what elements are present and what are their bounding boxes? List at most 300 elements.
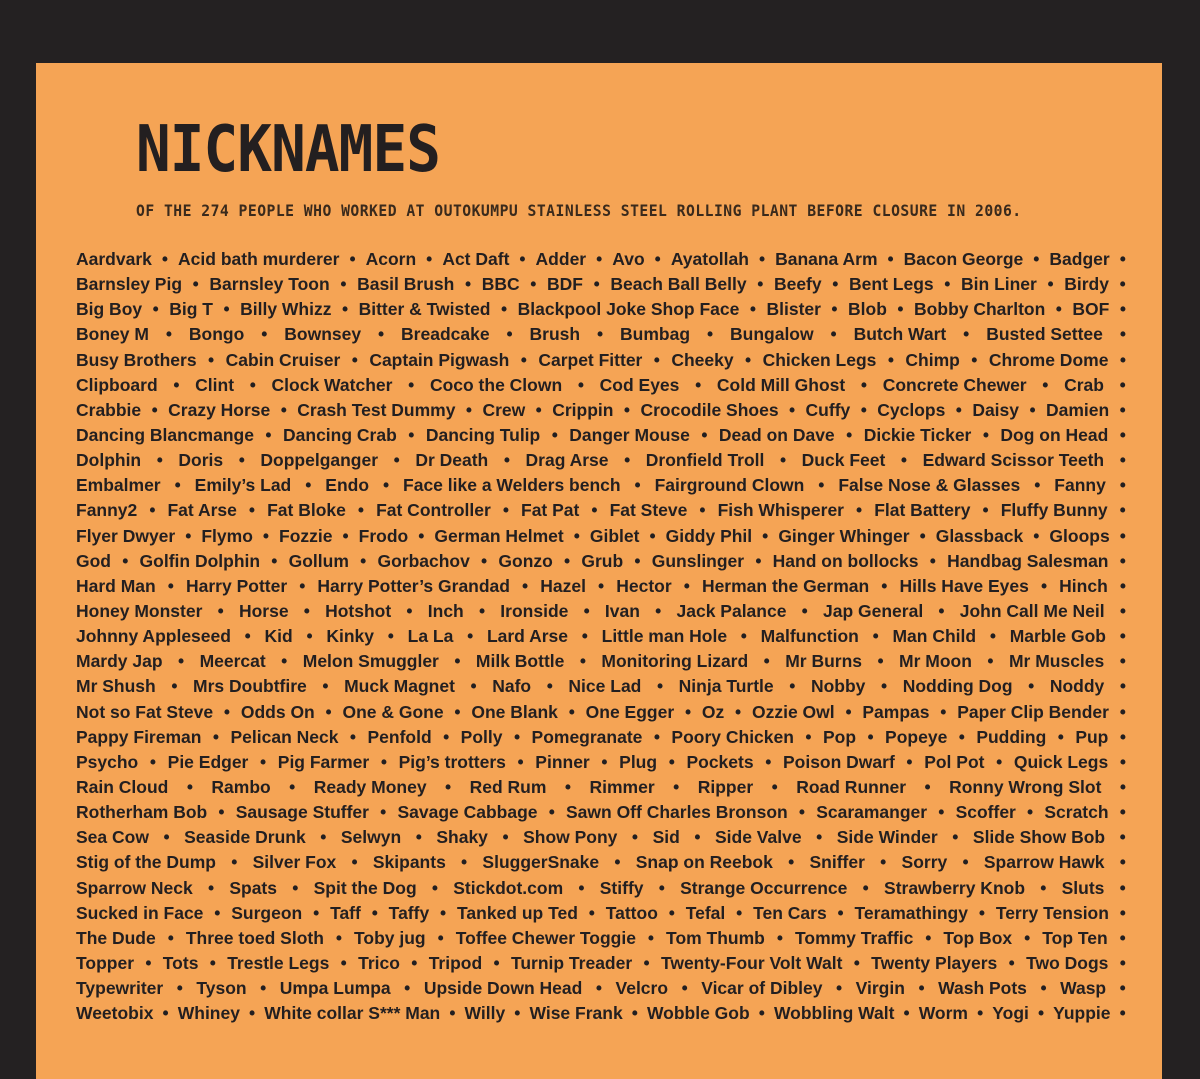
- separator-dot: •: [1033, 525, 1040, 546]
- separator-dot: •: [577, 374, 584, 395]
- separator-dot: •: [762, 525, 769, 546]
- nickname: Dancing Blancmange: [76, 424, 254, 445]
- separator-dot: •: [244, 626, 251, 647]
- nickname: Paper Clip Bender: [957, 701, 1109, 722]
- separator-dot: •: [564, 776, 572, 797]
- nickname: Pockets: [686, 751, 754, 772]
- separator-dot: •: [929, 550, 936, 571]
- separator-dot: •: [371, 902, 378, 923]
- nickname: Tripod: [428, 952, 483, 973]
- nickname: Coco the Clown: [429, 374, 563, 395]
- nickname: Spit the Dog: [313, 877, 417, 898]
- separator-dot: •: [749, 299, 756, 320]
- nickname-row: [76, 700, 1126, 725]
- separator-dot: •: [214, 902, 221, 923]
- separator-dot: •: [360, 550, 367, 571]
- nickname: Stig of the Dump: [76, 852, 216, 873]
- separator-dot: •: [1119, 751, 1126, 772]
- separator-dot: •: [351, 349, 358, 370]
- nickname: Cold Mill Ghost: [716, 374, 846, 395]
- nickname: Crabbie: [76, 399, 142, 420]
- nickname: Pol Pot: [924, 751, 985, 772]
- separator-dot: •: [919, 525, 926, 546]
- nickname: Kinky: [326, 626, 375, 647]
- separator-dot: •: [260, 751, 267, 772]
- separator-dot: •: [588, 902, 595, 923]
- separator-dot: •: [335, 927, 343, 948]
- separator-dot: •: [701, 424, 708, 445]
- separator-dot: •: [1119, 877, 1126, 898]
- nickname: Big Boy: [76, 299, 143, 320]
- nickname: Mardy Jap: [76, 651, 163, 672]
- nickname: Sid: [652, 827, 680, 848]
- separator-dot: •: [520, 349, 527, 370]
- separator-dot: •: [186, 776, 193, 797]
- separator-dot: •: [1119, 424, 1126, 445]
- nickname-row: [76, 951, 1126, 976]
- separator-dot: •: [683, 575, 690, 596]
- nickname: Red Rum: [469, 776, 547, 797]
- nickname: Mr Muscles: [1008, 651, 1105, 672]
- nickname: Clipboard: [76, 374, 158, 395]
- nickname: Teramathingy: [854, 902, 968, 923]
- separator-dot: •: [223, 701, 231, 722]
- nickname: The Dude: [76, 927, 156, 948]
- separator-dot: •: [519, 249, 526, 269]
- separator-dot: •: [788, 852, 795, 873]
- separator-dot: •: [342, 525, 349, 546]
- nickname: Whiney: [177, 1003, 240, 1024]
- nickname: Ivan: [604, 600, 640, 621]
- nickname: Wash Pots: [938, 978, 1027, 999]
- nickname: Billy Whizz: [240, 299, 332, 320]
- separator-dot: •: [581, 626, 588, 647]
- nickname: Slide Show Bob: [972, 827, 1106, 848]
- nickname: Rotherham Bob: [76, 802, 208, 823]
- separator-dot: •: [1119, 927, 1126, 948]
- separator-dot: •: [1119, 550, 1126, 571]
- nickname: Handbag Salesman: [947, 550, 1109, 571]
- separator-dot: •: [573, 525, 580, 546]
- nickname-row: [76, 825, 1126, 850]
- nickname: Pop: [822, 726, 857, 747]
- nickname: Chrome Dome: [988, 349, 1109, 370]
- nickname: Crab: [1064, 374, 1104, 395]
- separator-dot: •: [380, 802, 387, 823]
- separator-dot: •: [758, 249, 766, 269]
- separator-dot: •: [977, 1003, 984, 1024]
- nickname: Barnsley Pig: [76, 274, 183, 295]
- nickname: One Egger: [585, 701, 675, 722]
- separator-dot: •: [212, 726, 220, 747]
- nickname: Dronfield Troll: [645, 450, 765, 471]
- separator-dot: •: [940, 701, 947, 722]
- nickname: Fat Controller: [376, 500, 491, 521]
- nickname: Mr Shush: [76, 676, 156, 697]
- nickname: Not so Fat Steve: [76, 701, 214, 722]
- nickname: Bin Liner: [961, 274, 1037, 295]
- nickname: Scaramanger: [816, 802, 928, 823]
- nickname: Dog on Head: [1000, 424, 1109, 445]
- nickname: Tyson: [196, 978, 247, 999]
- separator-dot: •: [478, 600, 486, 621]
- nickname: Psycho: [76, 751, 139, 772]
- nickname: Boney M: [76, 324, 149, 345]
- nickname: Basil Brush: [357, 274, 455, 295]
- nickname: Cheeky: [671, 349, 734, 370]
- nickname: Inch: [427, 600, 464, 621]
- nickname-row: [76, 373, 1126, 398]
- nickname: Silver Fox: [252, 852, 337, 873]
- separator-dot: •: [351, 852, 358, 873]
- nickname: Embalmer: [76, 475, 161, 496]
- separator-dot: •: [798, 802, 806, 823]
- nickname: Glassback: [935, 525, 1024, 546]
- nickname: Blister: [766, 299, 821, 320]
- nickname: Clock Watcher: [271, 374, 393, 395]
- separator-dot: •: [208, 349, 215, 370]
- nickname: Fluffy Bunny: [1000, 500, 1108, 521]
- nickname: Honey Monster: [76, 600, 203, 621]
- nickname: Birdy: [1064, 274, 1109, 295]
- separator-dot: •: [173, 374, 180, 395]
- separator-dot: •: [1027, 802, 1034, 823]
- nickname: Nobby: [810, 676, 866, 697]
- nickname: One & Gone: [342, 701, 444, 722]
- separator-dot: •: [218, 802, 225, 823]
- nickname: Beach Ball Belly: [610, 274, 747, 295]
- separator-dot: •: [735, 701, 742, 722]
- separator-dot: •: [963, 324, 970, 345]
- separator-dot: •: [598, 575, 605, 596]
- separator-dot: •: [860, 374, 868, 395]
- nickname-row: [76, 247, 1126, 272]
- nickname: Pinner: [535, 751, 590, 772]
- separator-dot: •: [1119, 802, 1126, 823]
- nickname: Muck Magnet: [344, 676, 455, 697]
- separator-dot: •: [163, 827, 170, 848]
- separator-dot: •: [517, 751, 524, 772]
- separator-dot: •: [313, 902, 320, 923]
- nickname-row: [76, 800, 1126, 825]
- nickname: Umpa Lumpa: [279, 978, 391, 999]
- nickname: Bacon George: [903, 249, 1024, 269]
- separator-dot: •: [299, 575, 306, 596]
- nickname: Dickie Ticker: [863, 424, 972, 445]
- separator-dot: •: [1119, 701, 1126, 722]
- nickname: Fairground Clown: [654, 475, 805, 496]
- separator-dot: •: [271, 550, 278, 571]
- separator-dot: •: [209, 952, 216, 973]
- nickname: Gunslinger: [651, 550, 745, 571]
- nickname: Selwyn: [340, 827, 402, 848]
- separator-dot: •: [449, 1003, 456, 1024]
- separator-dot: •: [1119, 575, 1126, 596]
- nickname: Banana Arm: [775, 249, 878, 269]
- nickname-row: [76, 926, 1126, 951]
- separator-dot: •: [464, 274, 472, 295]
- separator-dot: •: [408, 424, 415, 445]
- separator-dot: •: [1119, 978, 1126, 999]
- separator-dot: •: [681, 978, 688, 999]
- nickname: Edward Scissor Teeth: [922, 450, 1105, 471]
- separator-dot: •: [445, 776, 452, 797]
- nickname: Harry Potter: [186, 575, 288, 596]
- nickname: Acorn: [365, 249, 417, 269]
- separator-dot: •: [658, 877, 665, 898]
- separator-dot: •: [655, 600, 662, 621]
- separator-dot: •: [944, 274, 951, 295]
- separator-dot: •: [853, 952, 860, 973]
- separator-dot: •: [461, 852, 468, 873]
- nickname: Gorbachov: [377, 550, 470, 571]
- nickname-row: [76, 876, 1126, 901]
- nickname: Turnip Treader: [510, 952, 633, 973]
- separator-dot: •: [305, 475, 312, 496]
- nickname-row: [76, 322, 1126, 347]
- nickname: Bumbag: [620, 324, 691, 345]
- separator-dot: •: [623, 399, 631, 420]
- separator-dot: •: [836, 978, 843, 999]
- separator-dot: •: [1119, 475, 1126, 496]
- nickname: Topper: [76, 952, 135, 973]
- nickname: Ninja Turtle: [678, 676, 774, 697]
- nickname: Fish Whisperer: [717, 500, 844, 521]
- nickname: Flyer Dwyer: [76, 525, 176, 546]
- nickname: Doppelganger: [260, 450, 379, 471]
- nickname: Cyclops: [877, 399, 946, 420]
- separator-dot: •: [357, 500, 365, 521]
- nickname: Duck Feet: [801, 450, 886, 471]
- nickname: Pampas: [862, 701, 930, 722]
- separator-dot: •: [387, 626, 394, 647]
- nickname: Stickdot.com: [453, 877, 564, 898]
- nickname-row: [76, 750, 1126, 775]
- nickname-row: [76, 624, 1126, 649]
- nickname: Strange Occurrence: [680, 877, 848, 898]
- separator-dot: •: [431, 877, 439, 898]
- nickname-row: [76, 649, 1126, 674]
- nickname: Fat Arse: [167, 500, 237, 521]
- nickname: Pie Edger: [167, 751, 249, 772]
- nickname: Hinch: [1059, 575, 1108, 596]
- separator-dot: •: [1119, 525, 1126, 546]
- nickname-row: [76, 976, 1126, 1001]
- separator-dot: •: [1119, 651, 1126, 672]
- nickname: Bobby Charlton: [914, 299, 1046, 320]
- nickname: Barnsley Toon: [209, 274, 330, 295]
- nickname: Pup: [1075, 726, 1109, 747]
- nickname: Ginger Whinger: [778, 525, 910, 546]
- separator-dot: •: [597, 324, 604, 345]
- nickname-row: [76, 1001, 1126, 1026]
- nickname: Johnny Appleseed: [76, 626, 231, 647]
- separator-dot: •: [207, 877, 215, 898]
- separator-dot: •: [145, 952, 152, 973]
- separator-dot: •: [1028, 676, 1035, 697]
- separator-dot: •: [1034, 475, 1041, 496]
- nickname: Herman the German: [701, 575, 870, 596]
- separator-dot: •: [248, 500, 256, 521]
- separator-dot: •: [1119, 1003, 1126, 1024]
- separator-dot: •: [548, 802, 555, 823]
- separator-dot: •: [694, 827, 701, 848]
- separator-dot: •: [1119, 399, 1126, 420]
- separator-dot: •: [881, 575, 888, 596]
- nickname: Melon Smuggler: [302, 651, 439, 672]
- separator-dot: •: [1119, 374, 1126, 395]
- nickname-row: [76, 725, 1126, 750]
- separator-dot: •: [673, 776, 680, 797]
- separator-dot: •: [437, 927, 444, 948]
- nickname: Captain Pigwash: [369, 349, 510, 370]
- nickname: BBC: [481, 274, 520, 295]
- nickname-row: [76, 524, 1126, 549]
- nickname: Aardvark: [76, 249, 152, 269]
- separator-dot: •: [185, 525, 192, 546]
- separator-dot: •: [408, 374, 415, 395]
- nickname: John Call Me Neil: [959, 600, 1105, 621]
- separator-dot: •: [171, 676, 178, 697]
- nickname: Nafo: [492, 676, 532, 697]
- nickname: Meercat: [199, 651, 266, 672]
- separator-dot: •: [788, 399, 796, 420]
- nickname: Mr Moon: [899, 651, 972, 672]
- separator-dot: •: [887, 249, 894, 269]
- separator-dot: •: [745, 349, 752, 370]
- nickname: Yuppie: [1053, 1003, 1111, 1024]
- separator-dot: •: [654, 249, 661, 269]
- separator-dot: •: [522, 575, 529, 596]
- nickname: Little man Hole: [601, 626, 728, 647]
- separator-dot: •: [551, 424, 558, 445]
- separator-dot: •: [1040, 575, 1048, 596]
- nickname: Golfin Dolphin: [139, 550, 261, 571]
- separator-dot: •: [765, 751, 772, 772]
- separator-dot: •: [903, 1003, 910, 1024]
- nickname: Brush: [529, 324, 581, 345]
- nickname: Virgin: [855, 978, 905, 999]
- separator-dot: •: [1119, 902, 1126, 923]
- nickname: False Nose & Glasses: [838, 475, 1021, 496]
- nickname: Yogi: [992, 1003, 1029, 1024]
- separator-dot: •: [614, 852, 621, 873]
- separator-dot: •: [996, 751, 1003, 772]
- separator-dot: •: [776, 927, 783, 948]
- separator-dot: •: [818, 475, 825, 496]
- nickname: Savage Cabbage: [397, 802, 538, 823]
- nickname: Harry Potter’s Grandad: [317, 575, 510, 596]
- separator-dot: •: [481, 550, 488, 571]
- nickname-row: [76, 448, 1126, 473]
- nickname: Vicar of Dibley: [701, 978, 823, 999]
- nickname: Blob: [848, 299, 887, 320]
- separator-dot: •: [340, 274, 347, 295]
- separator-dot: •: [830, 324, 837, 345]
- nickname: Hard Man: [76, 575, 156, 596]
- separator-dot: •: [649, 525, 656, 546]
- nickname: Sucked in Face: [76, 902, 204, 923]
- nickname: Damien: [1046, 399, 1110, 420]
- separator-dot: •: [506, 324, 513, 345]
- separator-dot: •: [653, 726, 660, 747]
- nickname-row: [76, 674, 1126, 699]
- nickname: Poison Dwarf: [782, 751, 895, 772]
- nickname: Monitoring Lizard: [601, 651, 749, 672]
- nickname: Gollum: [288, 550, 349, 571]
- separator-dot: •: [178, 651, 185, 672]
- nickname-row: [76, 423, 1126, 448]
- nickname: Frodo: [358, 525, 409, 546]
- nickname: Hotshot: [325, 600, 392, 621]
- separator-dot: •: [167, 927, 174, 948]
- separator-dot: •: [406, 600, 413, 621]
- separator-dot: •: [1119, 626, 1126, 647]
- separator-dot: •: [174, 475, 181, 496]
- nickname: Malfunction: [760, 626, 859, 647]
- separator-dot: •: [1119, 776, 1126, 797]
- separator-dot: •: [872, 626, 879, 647]
- separator-dot: •: [924, 776, 931, 797]
- separator-dot: •: [1119, 249, 1126, 269]
- nickname: Horse: [238, 600, 289, 621]
- nickname: Cabin Cruiser: [225, 349, 341, 370]
- nickname: Ozzie Owl: [751, 701, 835, 722]
- separator-dot: •: [601, 751, 608, 772]
- separator-dot: •: [816, 827, 823, 848]
- nickname: Trestle Legs: [227, 952, 330, 973]
- nickname: God: [76, 550, 111, 571]
- nickname: BDF: [547, 274, 583, 295]
- nickname: Mrs Doubtfire: [193, 676, 307, 697]
- separator-dot: •: [962, 852, 969, 873]
- nickname: Polly: [460, 726, 503, 747]
- nickname: Trico: [358, 952, 400, 973]
- nickname: Road Runner: [796, 776, 907, 797]
- separator-dot: •: [513, 726, 521, 747]
- separator-dot: •: [989, 626, 996, 647]
- separator-dot: •: [1024, 927, 1031, 948]
- nickname: Sorry: [901, 852, 948, 873]
- nickname-row: [76, 398, 1126, 423]
- separator-dot: •: [249, 1003, 256, 1024]
- nickname: Snap on Reebok: [635, 852, 773, 873]
- nickname: Sparrow Neck: [76, 877, 193, 898]
- separator-dot: •: [426, 249, 433, 269]
- separator-dot: •: [122, 550, 129, 571]
- separator-dot: •: [634, 475, 641, 496]
- separator-dot: •: [918, 978, 925, 999]
- separator-dot: •: [265, 424, 272, 445]
- nickname: Velcro: [615, 978, 669, 999]
- nickname: Bownsey: [284, 324, 362, 345]
- nickname: Quick Legs: [1013, 751, 1109, 772]
- nickname-row: [76, 549, 1126, 574]
- nickname: Pomegranate: [531, 726, 643, 747]
- separator-dot: •: [982, 500, 989, 521]
- nickname: Pig Farmer: [277, 751, 370, 772]
- separator-dot: •: [1119, 726, 1126, 747]
- separator-dot: •: [514, 1003, 521, 1024]
- separator-dot: •: [564, 550, 571, 571]
- page-subtitle: OF THE 274 PEOPLE WHO WORKED AT OUTOKUMPU STAINLESS STEEL ROLLING PLANT BEFORE CLOSURE IN 2006.: [136, 201, 1022, 220]
- nickname: Kid: [264, 626, 293, 647]
- nickname: Milk Bottle: [475, 651, 565, 672]
- separator-dot: •: [1119, 274, 1126, 295]
- separator-dot: •: [856, 500, 863, 521]
- separator-dot: •: [306, 626, 313, 647]
- nickname: La La: [407, 626, 454, 647]
